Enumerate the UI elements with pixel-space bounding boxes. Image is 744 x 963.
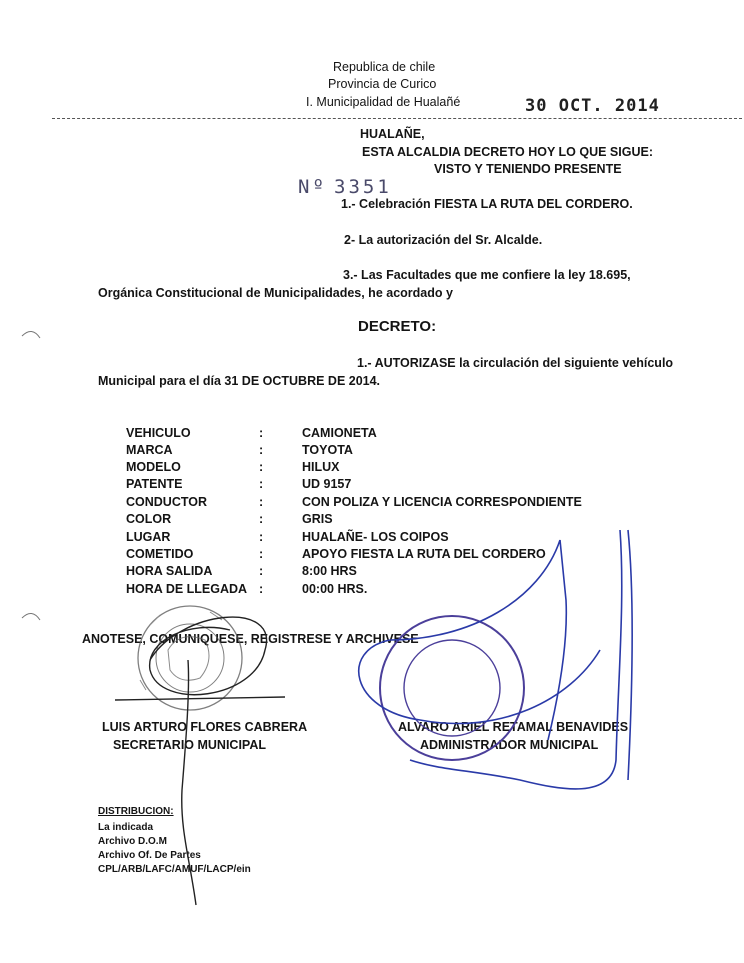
vehicle-value: HILUX	[302, 460, 340, 474]
intro-city: HUALAÑE,	[360, 127, 425, 141]
distribution-title: DISTRIBUCION:	[98, 806, 174, 817]
signature-left-name: LUIS ARTURO FLORES CABRERA	[102, 720, 308, 734]
signature-right-name: ALVARO ARIEL RETAMAL BENAVIDES	[398, 720, 629, 734]
vehicle-value: GRIS	[302, 512, 333, 526]
scan-mark	[22, 613, 40, 620]
vehicle-label: LUGAR	[126, 530, 171, 544]
vehicle-separator: :	[259, 530, 264, 544]
vehicle-label: COLOR	[126, 512, 172, 526]
vehicle-separator: :	[259, 460, 264, 474]
intro-line2: VISTO Y TENIENDO PRESENTE	[434, 162, 622, 176]
vehicle-separator: :	[259, 582, 264, 596]
vehicle-value: 00:00 HRS.	[302, 582, 368, 596]
distribution-item: Archivo D.O.M	[98, 836, 167, 847]
vehicle-value: 8:00 HRS	[302, 564, 357, 578]
vehicle-label: COMETIDO	[126, 547, 194, 561]
visto-item-3: 3.- Las Facultades que me confiere la ley 18.695,	[343, 268, 631, 282]
vehicle-separator: :	[259, 495, 264, 509]
vehicle-label: PATENTE	[126, 477, 183, 491]
decree-number: 3351	[334, 176, 392, 198]
distribution-item: Archivo Of. De Partes	[98, 850, 201, 861]
vehicle-value: CON POLIZA Y LICENCIA CORRESPONDIENTE	[302, 495, 582, 509]
vehicle-separator: :	[259, 512, 264, 526]
vehicle-value: UD 9157	[302, 477, 352, 491]
vehicle-separator: :	[259, 477, 264, 491]
signature-left-title: SECRETARIO MUNICIPAL	[113, 738, 267, 752]
decreto-heading: DECRETO:	[358, 318, 437, 335]
decree-number-label: Nº	[298, 176, 327, 198]
closing-formula: ANOTESE, COMUNIQUESE, REGISTRESE Y ARCHIVESE	[82, 632, 419, 646]
left-handwritten-signature	[115, 617, 285, 905]
decreto-item-1: 1.- AUTORIZASE la circulación del siguiente vehículo	[357, 356, 674, 370]
vehicle-separator: :	[259, 443, 264, 457]
date-stamp: 30 OCT. 2014	[525, 96, 660, 116]
distribution-item: CPL/ARB/LAFC/AMUF/LACP/ein	[98, 864, 251, 875]
vehicle-value: CAMIONETA	[302, 426, 377, 440]
vehicle-label: VEHICULO	[126, 426, 191, 440]
visto-item-1: 1.- Celebración FIESTA LA RUTA DEL CORDERO.	[341, 197, 633, 211]
right-handwritten-signature	[359, 530, 632, 789]
vehicle-separator: :	[259, 547, 264, 561]
distribution-item: La indicada	[98, 822, 154, 833]
scan-mark	[22, 331, 40, 338]
vehicle-label: HORA SALIDA	[126, 564, 213, 578]
vehicle-label: HORA DE LLEGADA	[126, 582, 248, 596]
administrador-stamp	[380, 616, 524, 760]
vehicle-label: CONDUCTOR	[126, 495, 208, 509]
vehicle-separator: :	[259, 426, 264, 440]
vehicle-separator: :	[259, 564, 264, 578]
header-provincia: Provincia de Curico	[328, 77, 437, 91]
header-municipalidad: I. Municipalidad de Hualañé	[306, 95, 461, 109]
visto-item-2: 2- La autorización del Sr. Alcalde.	[344, 233, 543, 247]
vehicle-label: MODELO	[126, 460, 181, 474]
vehicle-value: APOYO FIESTA LA RUTA DEL CORDERO	[302, 547, 546, 561]
decreto-item-1-cont: Municipal para el día 31 DE OCTUBRE DE 2014.	[98, 374, 381, 388]
signature-right-title: ADMINISTRADOR MUNICIPAL	[420, 738, 599, 752]
vehicle-value: TOYOTA	[302, 443, 353, 457]
vehicle-label: MARCA	[126, 443, 173, 457]
visto-item-3-cont: Orgánica Constitucional de Municipalidades, he acordado y	[98, 286, 453, 300]
vehicle-value: HUALAÑE- LOS COIPOS	[302, 530, 449, 544]
intro-line1: ESTA ALCALDIA DECRETO HOY LO QUE SIGUE:	[362, 145, 653, 159]
header-republica: Republica de chile	[333, 60, 436, 74]
